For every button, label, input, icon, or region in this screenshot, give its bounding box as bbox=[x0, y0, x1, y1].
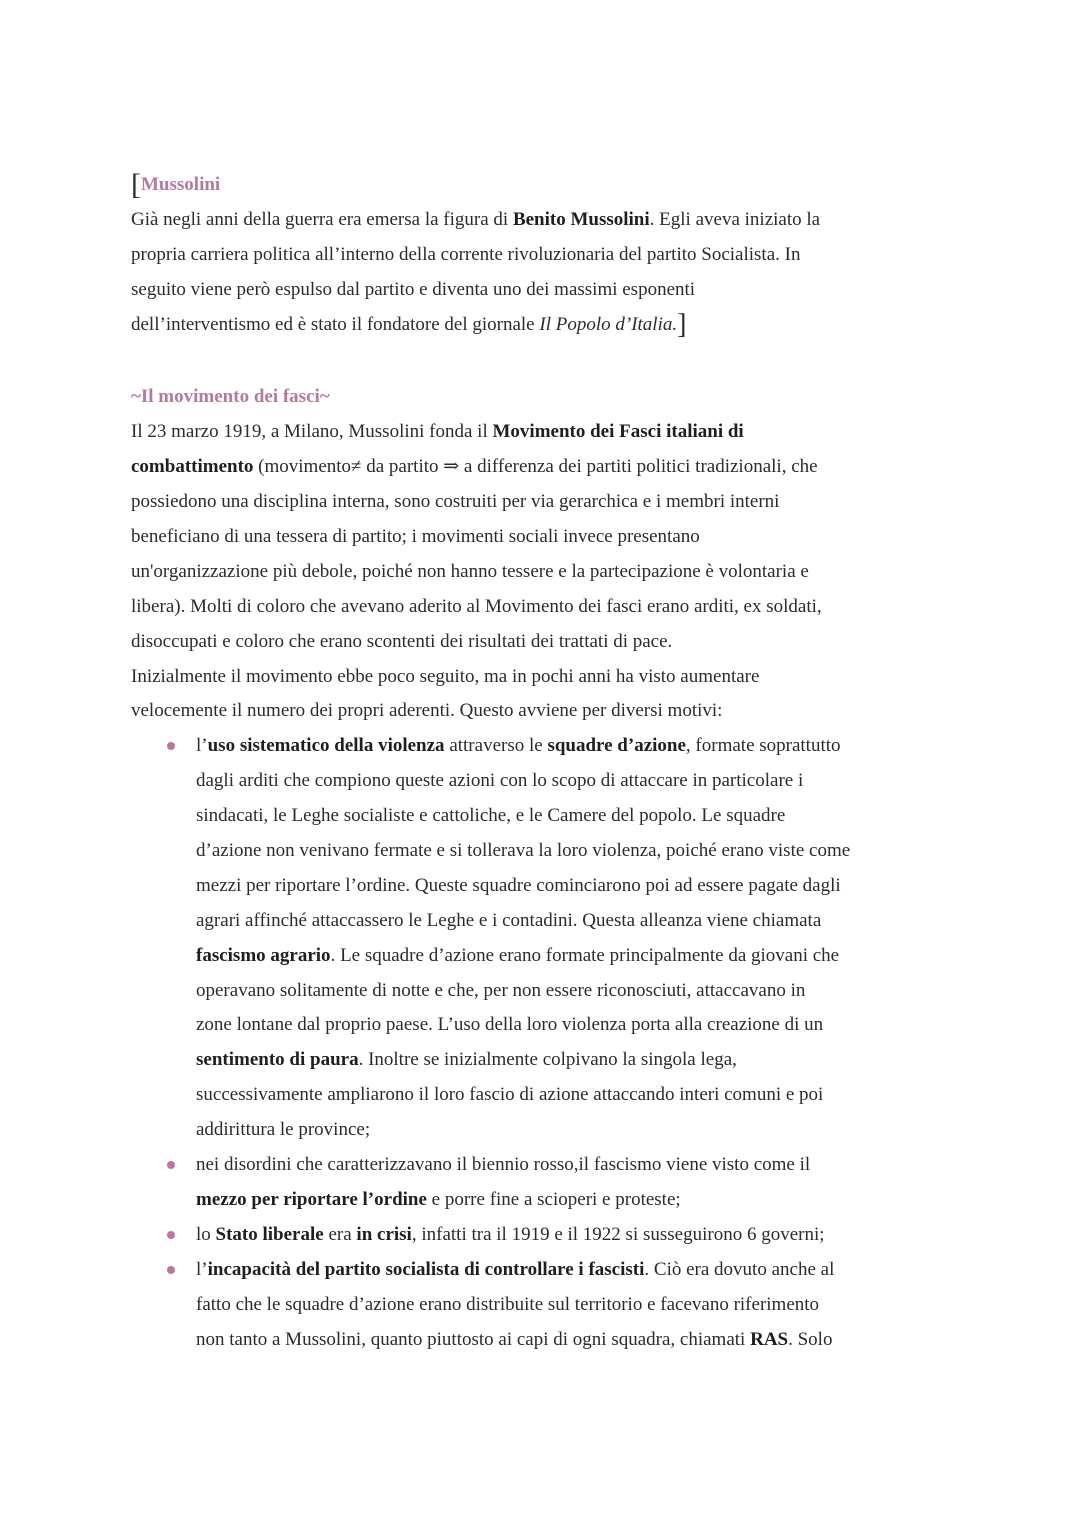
text-run: zone lontane dal proprio paese. L’uso della loro violenza porta alla creazione di un bbox=[196, 1014, 824, 1036]
list-item bbox=[131, 1148, 946, 1218]
section-heading-movimento bbox=[131, 380, 946, 415]
bold-text: mezzo per riportare l’ordine bbox=[196, 1188, 427, 1210]
text-run: d’azione non venivano fermate e si tollerava la loro violenza, poiché erano viste come bbox=[196, 840, 851, 862]
text-line bbox=[131, 308, 946, 343]
text-line bbox=[196, 799, 946, 834]
bold-text: combattimento bbox=[131, 456, 254, 478]
text-line bbox=[196, 834, 946, 869]
text-run: Inizialmente il movimento ebbe poco seguito, ma in pochi anni ha visto aumentare bbox=[131, 665, 760, 687]
text-line bbox=[196, 1008, 946, 1043]
text-run: era bbox=[323, 1223, 357, 1245]
text-line bbox=[131, 520, 946, 555]
text-line bbox=[196, 729, 946, 764]
bold-text: Movimento dei Fasci italiani di bbox=[492, 421, 744, 443]
text-run: mezzi per riportare l’ordine. Queste squadre cominciarono poi ad essere pagate dagli bbox=[196, 874, 841, 896]
text-run: . Egli aveva iniziato la bbox=[649, 208, 821, 230]
section-heading-mussolini bbox=[131, 168, 946, 203]
text-run: possiedono una disciplina interna, sono costruiti per via gerarchica e i membri interni bbox=[131, 491, 780, 513]
section-movimento-body bbox=[131, 415, 946, 729]
section-gap bbox=[131, 342, 946, 380]
text-line bbox=[131, 238, 946, 273]
text-run: fatto che le squadre d’azione erano distribuite sul territorio e facevano riferimento bbox=[196, 1293, 820, 1315]
reasons-list bbox=[131, 729, 946, 1357]
text-line bbox=[196, 1253, 946, 1288]
close-bracket: ] bbox=[677, 308, 687, 340]
bold-text: squadre d’azione bbox=[547, 735, 686, 757]
text-run: e porre fine a scioperi e proteste; bbox=[426, 1188, 681, 1210]
text-run: libera). Molti di coloro che avevano aderito al Movimento dei fasci erano arditi, ex soldati, bbox=[131, 595, 822, 617]
text-line bbox=[196, 1148, 946, 1183]
bullet-dot-icon bbox=[167, 1161, 175, 1169]
text-line bbox=[196, 1043, 946, 1078]
text-line bbox=[131, 694, 946, 729]
text-run: addirittura le province; bbox=[196, 1119, 371, 1141]
text-run: velocemente il numero dei propri aderenti. Questo avviene per diversi motivi: bbox=[131, 700, 723, 722]
text-run: un'organizzazione più debole, poiché non hanno tessere e la partecipazione è volontaria e bbox=[131, 560, 809, 582]
text-run: propria carriera politica all’interno della corrente rivoluzionaria del partito Socialista. In bbox=[131, 243, 801, 265]
text-run: dagli arditi che compiono queste azioni con lo scopo di attaccare in particolare i bbox=[196, 770, 804, 792]
list-item bbox=[131, 1218, 946, 1253]
text-run: l’ bbox=[196, 1258, 208, 1280]
bold-text: Stato liberale bbox=[215, 1223, 324, 1245]
text-line bbox=[131, 660, 946, 695]
text-line bbox=[131, 203, 946, 238]
bullet-dot-icon bbox=[167, 1231, 175, 1239]
text-run: . Le squadre d’azione erano formate principalmente da giovani che bbox=[330, 944, 840, 966]
bullet-dot-icon bbox=[167, 1266, 175, 1274]
text-run: beneficiano di una tessera di partito; i movimenti sociali invece presentano bbox=[131, 526, 700, 548]
bold-text: sentimento di paura bbox=[196, 1049, 359, 1071]
text-line bbox=[196, 1183, 946, 1218]
text-run: non tanto a Mussolini, quanto piuttosto ai capi di ogni squadra, chiamati bbox=[196, 1328, 751, 1350]
text-line bbox=[196, 869, 946, 904]
text-line bbox=[196, 1113, 946, 1148]
text-run: , infatti tra il 1919 e il 1922 si susseguirono 6 governi; bbox=[411, 1223, 825, 1245]
text-run: agrari affinché attaccassero le Leghe e i contadini. Questa alleanza viene chiamata bbox=[196, 909, 822, 931]
bold-text: in crisi bbox=[356, 1223, 412, 1245]
text-run: . Ciò era dovuto anche al bbox=[644, 1258, 835, 1280]
bold-text: uso sistematico della violenza bbox=[207, 735, 445, 757]
text-run: attraverso le bbox=[444, 735, 548, 757]
text-line bbox=[196, 1288, 946, 1323]
text-run: . Inoltre se inizialmente colpivano la singola lega, bbox=[358, 1049, 737, 1071]
text-line bbox=[196, 939, 946, 974]
list-item bbox=[131, 1253, 946, 1358]
text-line bbox=[196, 904, 946, 939]
text-run: lo bbox=[196, 1223, 216, 1245]
text-line bbox=[131, 450, 946, 485]
heading-text: ~Il movimento dei fasci~ bbox=[131, 386, 330, 408]
italic-text: Il Popolo d’Italia. bbox=[539, 313, 678, 335]
bold-text: incapacità del partito socialista di controllare i fascisti bbox=[207, 1258, 645, 1280]
text-line bbox=[131, 625, 946, 660]
text-run: (movimento≠ da partito ⇒ a differenza dei partiti politici tradizionali, che bbox=[253, 456, 818, 478]
text-run: , formate soprattutto bbox=[685, 735, 841, 757]
text-line bbox=[196, 1323, 946, 1358]
text-line bbox=[131, 415, 946, 450]
bullet-dot-icon bbox=[167, 742, 175, 750]
text-run: Già negli anni della guerra era emersa la figura di bbox=[131, 208, 513, 230]
text-run: l’ bbox=[196, 735, 208, 757]
heading-text: Mussolini bbox=[141, 174, 221, 195]
open-bracket: [ bbox=[131, 168, 141, 201]
bold-text: fascismo agrario bbox=[196, 944, 331, 966]
text-line bbox=[196, 974, 946, 1009]
text-line bbox=[131, 555, 946, 590]
text-run: disoccupati e coloro che erano scontenti dei risultati dei trattati di pace. bbox=[131, 630, 673, 652]
text-run: operavano solitamente di notte e che, per non essere riconosciuti, attaccavano in bbox=[196, 979, 806, 1001]
text-run: Il 23 marzo 1919, a Milano, Mussolini fonda il bbox=[131, 421, 493, 443]
list-item bbox=[131, 729, 946, 1148]
bold-text: RAS bbox=[750, 1328, 789, 1350]
text-run: successivamente ampliarono il loro fascio di azione attaccando interi comuni e poi bbox=[196, 1084, 824, 1106]
text-line bbox=[196, 1218, 946, 1253]
document-page bbox=[131, 168, 946, 1357]
text-run: seguito viene però espulso dal partito e diventa uno dei massimi esponenti bbox=[131, 278, 696, 300]
bold-text: Benito Mussolini bbox=[512, 208, 650, 230]
text-line bbox=[131, 273, 946, 308]
section-mussolini-body bbox=[131, 203, 946, 343]
text-run: . Solo bbox=[788, 1328, 833, 1350]
text-run: dell’interventismo ed è stato il fondatore del giornale bbox=[131, 313, 540, 335]
text-run: nei disordini che caratterizzavano il biennio rosso,il fascismo viene visto come il bbox=[196, 1154, 811, 1176]
text-line bbox=[131, 485, 946, 520]
text-run: sindacati, le Leghe socialiste e cattoliche, e le Camere del popolo. Le squadre bbox=[196, 805, 786, 827]
text-line bbox=[196, 764, 946, 799]
text-line bbox=[196, 1078, 946, 1113]
text-line bbox=[131, 590, 946, 625]
